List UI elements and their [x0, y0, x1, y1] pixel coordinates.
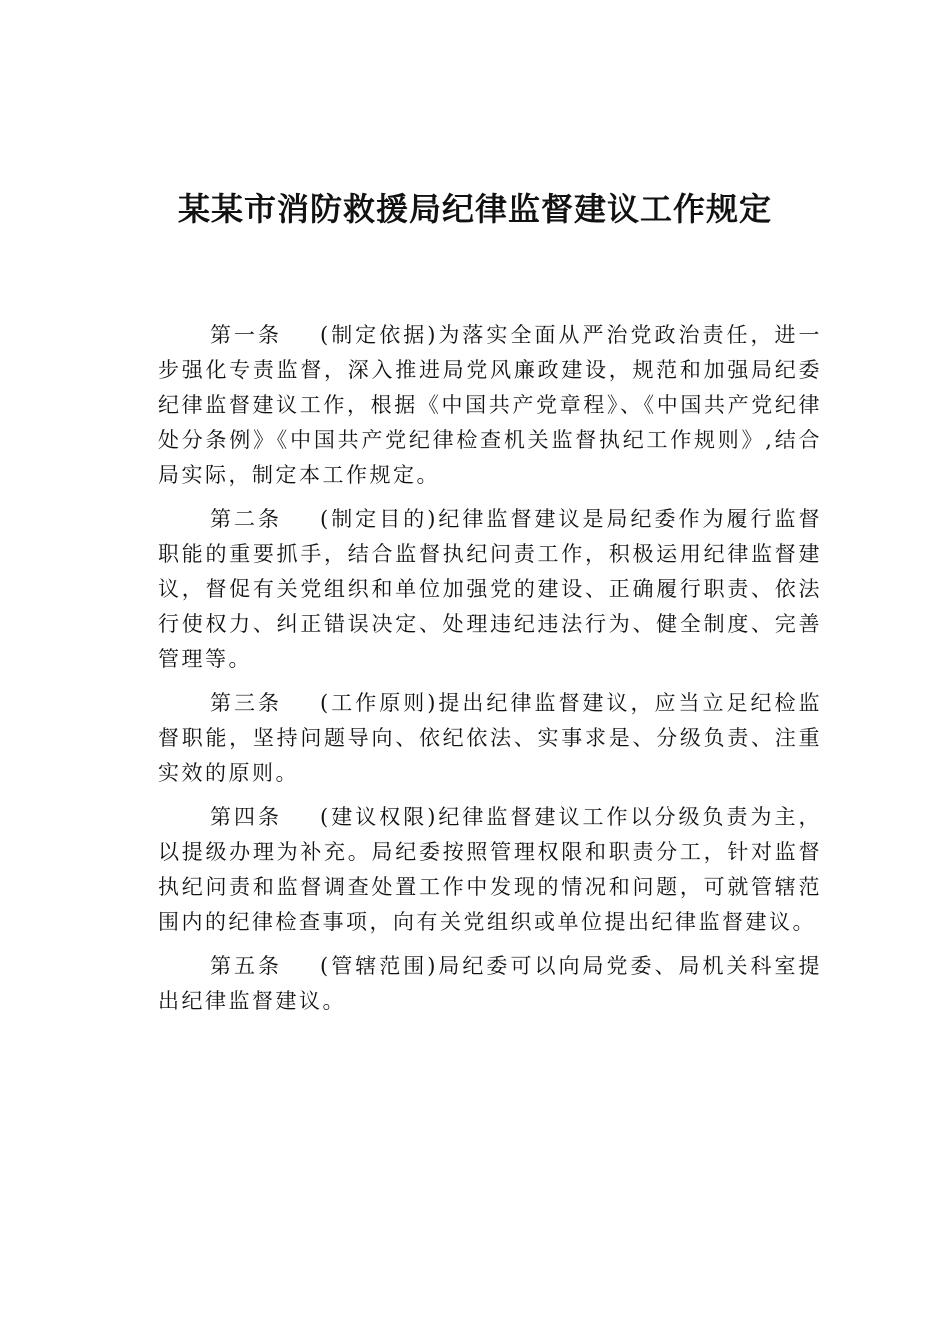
article-text: (制定目的)纪律监督建议是局纪委作为履行监督职能的重要抓手，结合监督执纪问责工作，积极运用纪律监督建议，督促有关党组织和单位加强党的建设、正确履行职责、依法行使权力、纠正错误决定、处理违纪违法行为、健全制度、完善管理等。 — [158, 507, 822, 671]
article-5 — [158, 949, 822, 1019]
article-text: (管辖范围)局纪委可以向局党委、局机关科室提出纪律监督建议。 — [158, 954, 822, 1013]
article-text: (建议权限)纪律监督建议工作以分级负责为主，以提级办理为补充。局纪委按照管理权限和职责分工，针对监督执纪问责和监督调查处置工作中发现的情况和问题，可就管辖范围内的纪律检查事项，向有关党组织或单位提出纪律监督建议。 — [158, 805, 822, 934]
article-3 — [158, 686, 822, 791]
article-number: 第五条 — [210, 954, 283, 978]
article-1 — [158, 318, 822, 493]
article-2 — [158, 502, 822, 677]
article-text: (工作原则)提出纪律监督建议，应当立足纪检监督职能，坚持问题导向、依纪依法、实事求是、分级负责、注重实效的原则。 — [158, 691, 822, 785]
article-number: 第一条 — [210, 323, 283, 347]
article-text: (制定依据)为落实全面从严治党政治责任，进一步强化专责监督，深入推进局党风廉政建设，规范和加强局纪委纪律监督建议工作，根据《中国共产党章程》、《中国共产党纪律处分条例》《中国共产党纪律检查机关监督执纪工作规则》,结合局实际，制定本工作规定。 — [158, 323, 822, 487]
article-number: 第四条 — [210, 805, 283, 829]
document-title: 某某市消防救援局纪律监督建议工作规定 — [177, 190, 772, 228]
article-4 — [158, 800, 822, 940]
article-number: 第三条 — [210, 691, 283, 715]
document-body — [158, 318, 822, 1028]
article-number: 第二条 — [210, 507, 283, 531]
